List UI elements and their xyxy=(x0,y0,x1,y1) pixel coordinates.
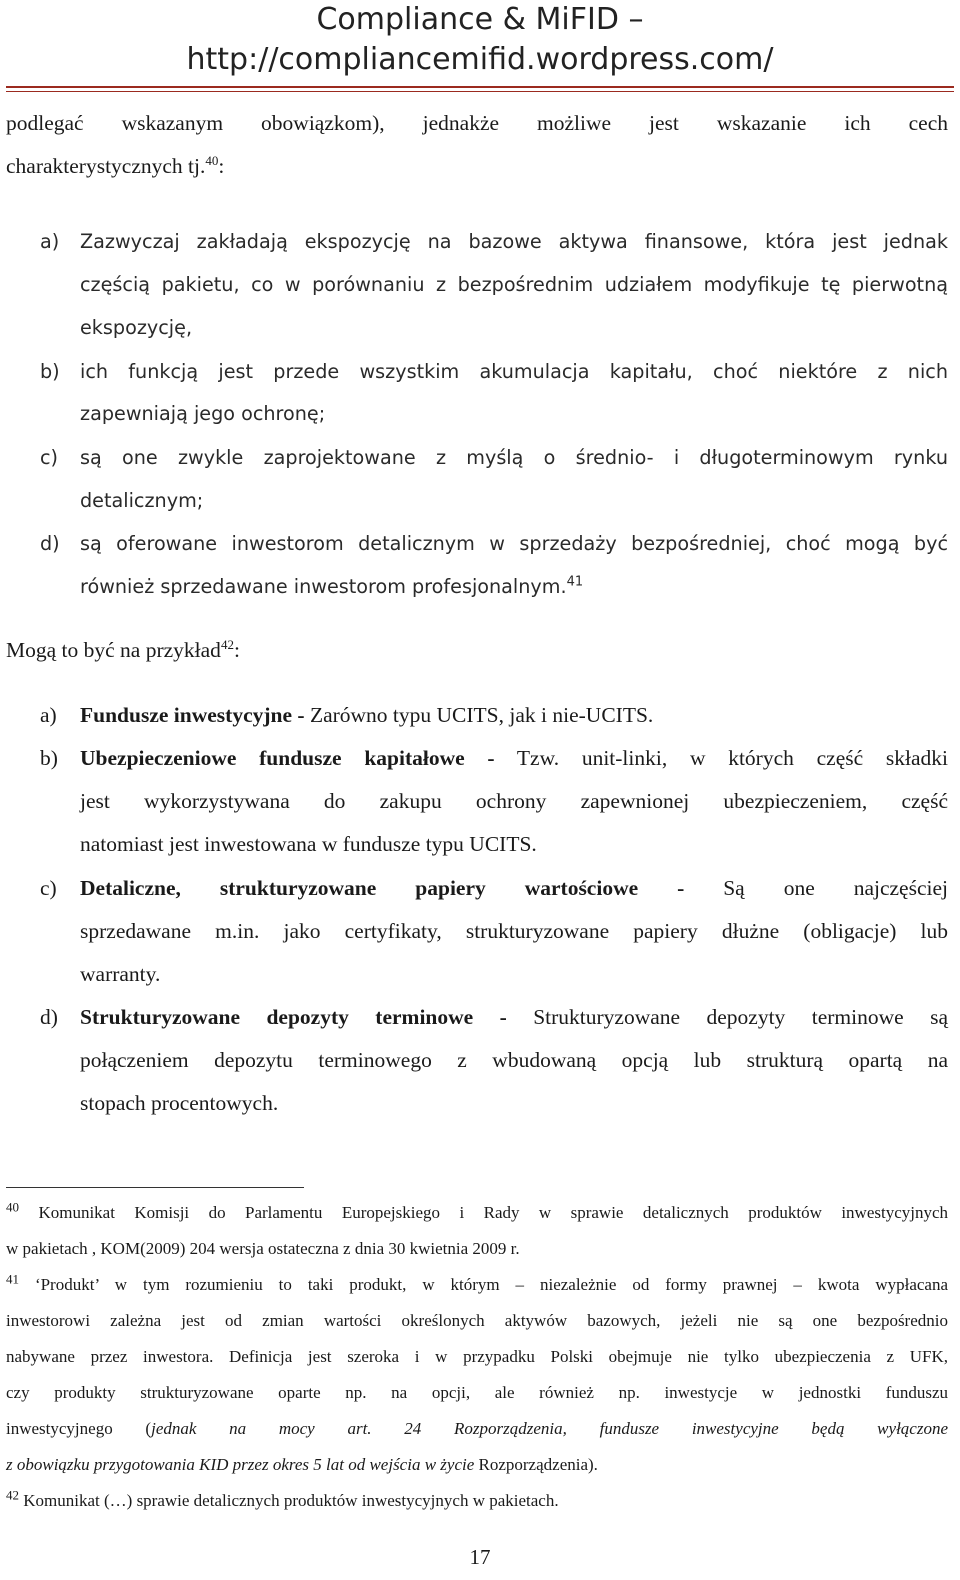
feature-d-line-2: również sprzedawane inwestorom profesjonalnym.$^{41}$ xyxy=(80,574,584,598)
footnote-separator xyxy=(6,1187,304,1188)
example-b-line-2: jest wykorzystywana do zakupu ochrony zapewnionej ubezpieczeniem, część xyxy=(80,789,948,813)
example-c-line-1: Detaliczne, strukturyzowane papiery wartościowe - Są one najczęściej xyxy=(80,876,948,900)
example-c-line-3: warranty. xyxy=(80,962,161,986)
example-b-line-1: Ubezpieczeniowe fundusze kapitałowe - Tzw. unit-linki, w których część składki xyxy=(80,746,948,770)
example-d-line-2: połączeniem depozytu terminowego z wbudowaną opcją lub strukturą opartą na xyxy=(80,1048,948,1072)
footnote-42 xyxy=(6,1483,948,1519)
intro-line-2: charakterystycznych tj.$^{40}$: xyxy=(6,152,225,178)
intro-line-1: podlegać wskazanym obowiązkom), jednakże możliwe jest wskazanie ich cech xyxy=(6,111,948,135)
feature-d-line-1: są oferowane inwestorom detalicznym w sprzedaży bezpośredniej, choć mogą być xyxy=(80,532,948,555)
footnote-ref-42: 42 xyxy=(220,636,234,652)
example-d-term: Strukturyzowane depozyty terminowe - xyxy=(80,1005,507,1029)
feature-label-b: b) xyxy=(40,360,60,383)
page-header xyxy=(0,0,960,80)
example-d-line-1: Strukturyzowane depozyty terminowe - Strukturyzowane depozyty terminowe są xyxy=(80,1005,948,1029)
footnote-41-line-6: z obowiązku przygotowania KID przez okres 5 lat od wejścia w życie Rozporządzenia). xyxy=(6,1455,598,1474)
feature-b-line-1: ich funkcją jest przede wszystkim akumulacja kapitału, choć niektóre z nich xyxy=(80,360,948,383)
feature-label-a: a) xyxy=(40,230,60,253)
example-c-line-2: sprzedawane m.in. jako certyfikaty, strukturyzowane papiery dłużne (obligacje) lub xyxy=(80,919,948,943)
example-label-c: c) xyxy=(40,876,57,900)
feature-a-line-3: ekspozycję, xyxy=(80,316,193,339)
page-number: 17 xyxy=(469,1545,491,1569)
footnote-41-line-3: nabywane przez inwestora. Definicja jest szeroka i w przypadku Polski obejmuje nie tylko ubezpieczenia z UFK, xyxy=(6,1347,948,1366)
example-a-term: Fundusze inwestycyjne - xyxy=(80,703,305,727)
footnote-ref-41: 41 xyxy=(566,574,584,590)
footnote-40-line-1: $^{40}$ Komunikat Komisji do Parlamentu Europejskiego i Rady w sprawie detalicznych produktów inwestycyjnych xyxy=(6,1199,949,1222)
example-label-b: b) xyxy=(40,746,58,770)
example-d-line-3: stopach procentowych. xyxy=(80,1091,279,1115)
footnote-41-line-5: inwestycyjnego (jednak na mocy art. 24 Rozporządzenia, fundusze inwestycyjne będą wyłączone xyxy=(6,1419,948,1438)
feature-label-d: d) xyxy=(40,532,60,555)
example-b-line-3: natomiast jest inwestowana w fundusze typu UCITS. xyxy=(80,832,537,856)
footnote-41-number: 41 xyxy=(6,1271,19,1287)
footnote-40 xyxy=(6,1195,948,1267)
footnote-ref-40: 40 xyxy=(205,152,219,168)
feature-a-line-2: częścią pakietu, co w porównaniu z bezpośrednim udziałem modyfikuje tę pierwotną xyxy=(80,273,948,296)
feature-c-line-2: detalicznym; xyxy=(80,489,204,512)
example-b-term: Ubezpieczeniowe fundusze kapitałowe - xyxy=(80,746,495,770)
example-a-line-1: Fundusze inwestycyjne - Zarówno typu UCITS, jak i nie-UCITS. xyxy=(80,703,654,727)
footnote-41-line-1: $^{41}$ ‘Produkt’ w tym rozumieniu to taki produkt, w którym – niezależnie od formy prawnej – kwota wypłacana xyxy=(6,1271,949,1294)
example-label-d: d) xyxy=(40,1005,58,1029)
example-c-term: Detaliczne, strukturyzowane papiery wartościowe - xyxy=(80,876,685,900)
header-divider xyxy=(6,86,954,88)
footnote-42-number: 42 xyxy=(6,1487,19,1503)
header-url: http://compliancemifid.wordpress.com/ xyxy=(186,42,774,77)
examples-intro: Mogą to być na przykład$^{42}$: xyxy=(6,636,240,662)
footnote-40-line-2: w pakietach , KOM(2009) 204 wersja ostateczna z dnia 30 kwietnia 2009 r. xyxy=(6,1239,520,1258)
footnote-42-line-1: $^{42}$ Komunikat (…) sprawie detalicznych produktów inwestycyjnych w pakietach. xyxy=(6,1487,559,1510)
feature-a-line-1: Zazwyczaj zakładają ekspozycję na bazowe aktywa finansowe, która jest jednak xyxy=(80,230,948,253)
feature-b-line-2: zapewniają jego ochronę; xyxy=(80,402,326,425)
header-divider-thin xyxy=(6,91,954,92)
header-title: Compliance & MiFID – xyxy=(316,2,644,37)
feature-c-line-1: są one zwykle zaprojektowane z myślą o średnio- i długoterminowym rynku xyxy=(80,446,948,469)
example-label-a: a) xyxy=(40,703,57,727)
footnote-41-line-2: inwestorowi zależna jest od zmian wartości określonych aktywów bazowych, jeżeli nie są one bezpośrednio xyxy=(6,1311,948,1330)
feature-label-c: c) xyxy=(40,446,59,469)
footnote-40-number: 40 xyxy=(6,1199,19,1215)
footnote-41 xyxy=(6,1267,948,1483)
footnote-41-line-4: czy produkty strukturyzowane oparte np. na opcji, ale również np. inwestycje w jednostki funduszu xyxy=(6,1383,948,1402)
